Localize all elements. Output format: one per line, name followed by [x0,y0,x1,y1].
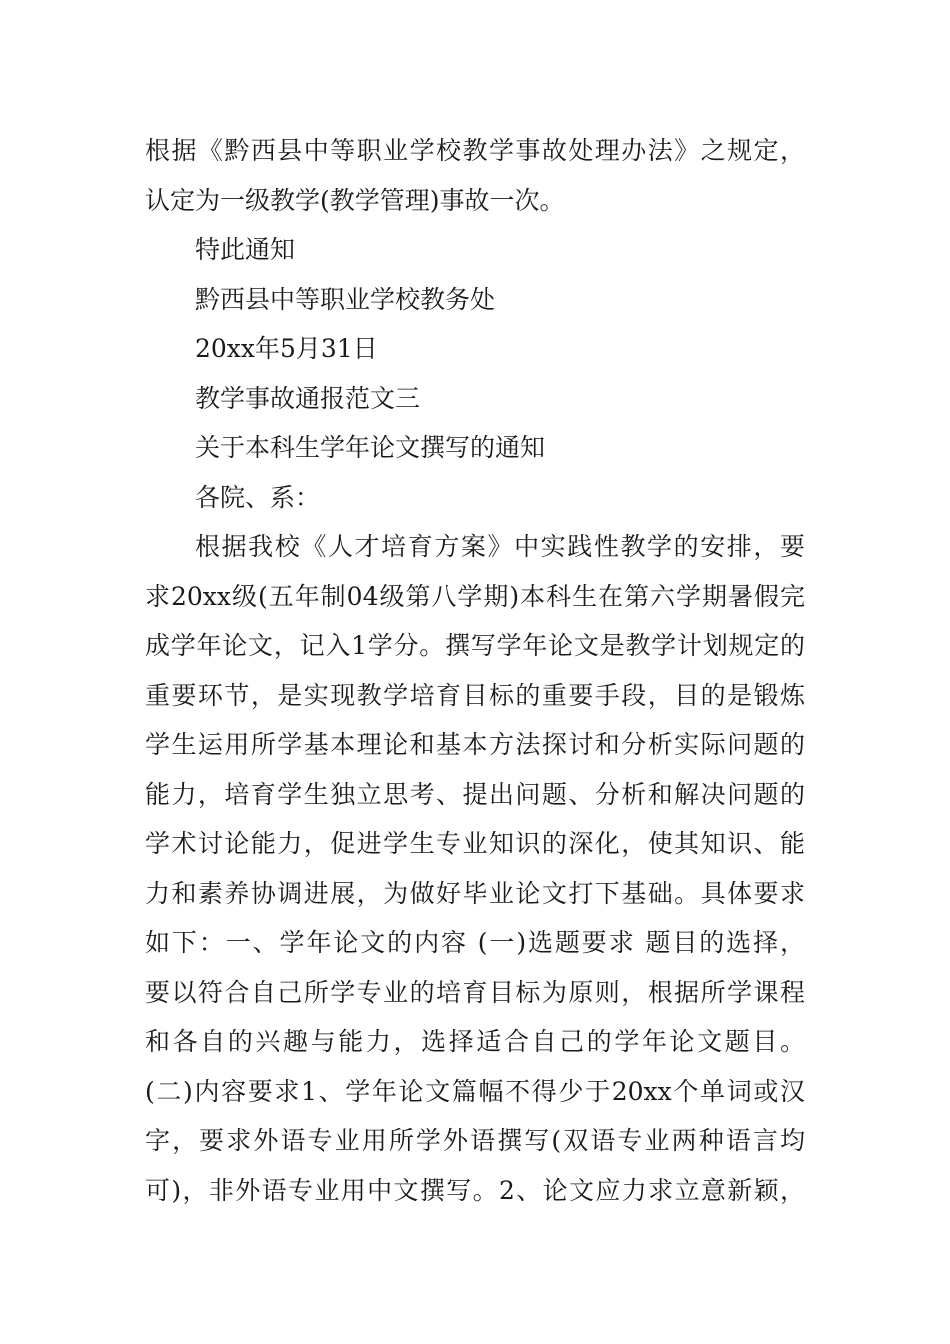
issuer-name: 黔西县中等职业学校教务处 [195,284,496,314]
body-line: 可)，非外语专业用中文撰写。2、论文应力求立意新颖， [145,1175,805,1205]
notice-title: 关于本科生学年论文撰写的通知 [195,433,546,462]
body-line: 能力，培育学生独立思考、提出问题、分析和解决问题的 [145,779,805,809]
salutation: 各院、系： [195,482,321,512]
body-line: 学生运用所学基本理论和基本方法探讨和分析实际问题的 [145,730,805,759]
section-title: 教学事故通报范文三 [195,383,421,413]
body-line: 成学年论文，记入1学分。撰写学年论文是教学计划规定的 [145,631,805,660]
body-line: 如下：一、学年论文的内容 (一)选题要求 题目的选择， [145,928,805,957]
body-line: 和各自的兴趣与能力，选择适合自己的学年论文题目。 [145,1027,805,1056]
body-line: 力和素养协调进展，为做好毕业论文打下基础。具体要求 [145,878,805,908]
body-line: 求20xx级(五年制04级第八学期)本科生在第六学期暑假完 [145,581,805,611]
body-line: 根据我校《人才培育方案》中实践性教学的安排，要 [195,532,805,561]
paragraph-line: 认定为一级教学(教学管理)事故一次。 [145,185,565,215]
body-line: 学术讨论能力，促进学生专业知识的深化，使其知识、能 [145,829,805,858]
issue-date: 20xx年5月31日 [195,334,378,363]
body-line: 要以符合自己所学专业的培育目标为原则，根据所学课程 [145,977,805,1007]
document-body [145,126,815,1215]
body-line: 字，要求外语专业用所学外语撰写(双语专业两种语言均 [145,1126,805,1155]
paragraph-line: 根据《黔西县中等职业学校教学事故处理办法》之规定， [145,136,805,165]
body-line: (二)内容要求1、学年论文篇幅不得少于20xx个单词或汉 [145,1076,805,1106]
closing-text: 特此通知 [195,235,296,264]
body-line: 重要环节，是实现教学培育目标的重要手段，目的是锻炼 [145,680,805,710]
